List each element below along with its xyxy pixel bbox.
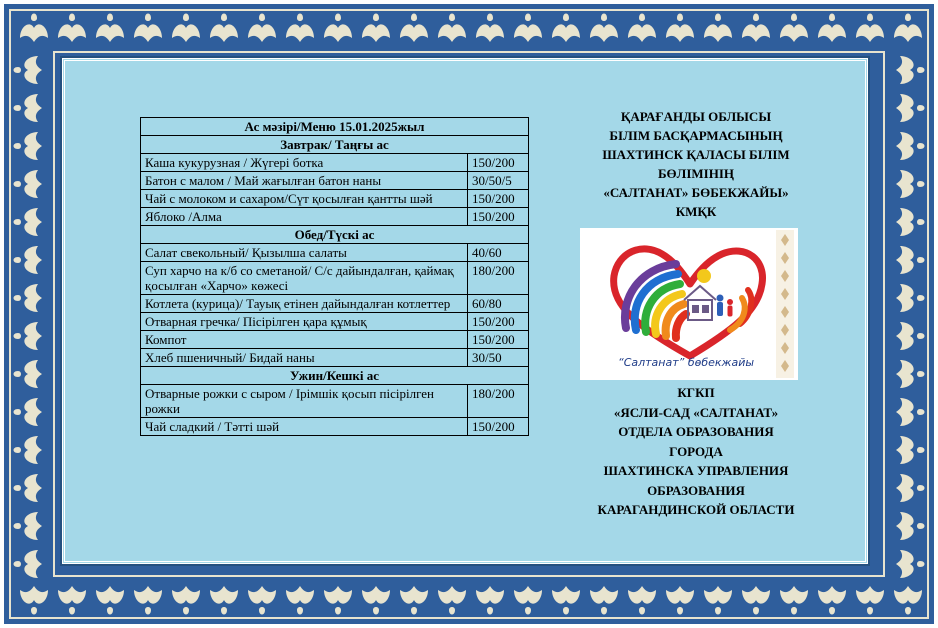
ornament-motif	[476, 586, 504, 615]
meal-section-heading-row	[141, 367, 529, 385]
logo-side-ornament	[776, 230, 794, 378]
kz-header-line: КМҚК	[675, 204, 717, 219]
kz-header-line: «САЛТАНАТ» БӨБЕКЖАЙЫ»	[603, 185, 789, 200]
ornament-motif	[324, 14, 352, 43]
ornament-motif	[896, 322, 925, 350]
ornament-motif	[14, 284, 43, 312]
ornament-motif	[286, 14, 314, 43]
portion-weight: 180/200	[468, 385, 529, 418]
ornament-motif	[134, 14, 162, 43]
ornament-motif	[818, 14, 846, 43]
table-row	[141, 295, 529, 313]
menu-title: Ас мәзірі/Меню 15.01.2025жыл	[141, 118, 529, 136]
ornament-motif	[896, 246, 925, 274]
ornament-motif	[400, 14, 428, 43]
ornament-motif	[896, 208, 925, 236]
portion-weight: 30/50	[468, 349, 529, 367]
ornament-motif	[896, 474, 925, 502]
dish-name: Салат свекольный/ Қызылша салаты	[141, 244, 468, 262]
portion-weight: 150/200	[468, 418, 529, 436]
dish-name: Хлеб пшеничный/ Бидай наны	[141, 349, 468, 367]
ornament-motif	[14, 132, 43, 160]
ornament-motif	[248, 14, 276, 43]
ornament-motif	[14, 170, 43, 198]
sun-icon	[697, 269, 711, 283]
table-row	[141, 208, 529, 226]
portion-weight: 40/60	[468, 244, 529, 262]
portion-weight: 180/200	[468, 262, 529, 295]
portion-weight: 150/200	[468, 208, 529, 226]
ornament-motif	[628, 14, 656, 43]
ornament-motif	[20, 14, 48, 43]
dish-name: Батон с малом / Май жағылған батон наны	[141, 172, 468, 190]
ornament-motif	[14, 512, 43, 540]
ornament-motif	[628, 586, 656, 615]
dish-name: Отварные рожки с сыром / Ірімшік қосып пісірілген рожки	[141, 385, 468, 418]
ornament-motif	[362, 14, 390, 43]
ornament-motif	[14, 208, 43, 236]
ornament-motif	[896, 550, 925, 578]
dish-name: Каша кукурузная / Жүгері ботка	[141, 154, 468, 172]
dish-name: Яблоко /Алма	[141, 208, 468, 226]
table-row	[141, 154, 529, 172]
ornament-motif	[324, 586, 352, 615]
table-row	[141, 313, 529, 331]
ornament-motif	[58, 586, 86, 615]
ornament-motif	[896, 436, 925, 464]
portion-weight: 150/200	[468, 190, 529, 208]
ornament-motif	[896, 512, 925, 540]
kindergarten-logo	[580, 228, 798, 380]
ornament-motif	[58, 14, 86, 43]
ru-header-line: «ЯСЛИ-САД «САЛТАНАТ»	[613, 404, 779, 420]
ornament-motif	[20, 586, 48, 615]
portion-weight: 150/200	[468, 154, 529, 172]
ornament-motif	[856, 586, 884, 615]
house-icon	[684, 286, 716, 320]
ornament-motif	[362, 586, 390, 615]
ornament-motif	[14, 322, 43, 350]
table-row	[141, 262, 529, 295]
ornament-motif	[896, 284, 925, 312]
kz-header-line: БІЛІМ БАСҚАРМАСЫНЫҢ	[609, 128, 783, 143]
ornament-motif	[590, 14, 618, 43]
ru-header-line: КГКП	[677, 385, 715, 400]
ornament-motif	[780, 586, 808, 615]
ornament-motif	[896, 94, 925, 122]
ornament-motif	[14, 550, 43, 578]
ru-header-line: КАРАГАНДИНСКОЙ ОБЛАСТИ	[597, 502, 795, 517]
ornament-motif	[896, 132, 925, 160]
ornament-motif	[780, 14, 808, 43]
ornament-motif	[590, 586, 618, 615]
dish-name: Компот	[141, 331, 468, 349]
meal-section-heading: Завтрак/ Таңғы ас	[141, 136, 529, 154]
ornament-motif	[14, 360, 43, 388]
ornament-motif	[552, 14, 580, 43]
rainbow-icon	[625, 264, 686, 338]
dish-name: Чай с молоком и сахаром/Сүт қосылған қантты шәй	[141, 190, 468, 208]
ornament-motif	[172, 586, 200, 615]
ru-header-line: ОТДЕЛА ОБРАЗОВАНИЯ	[618, 424, 774, 439]
ornament-motif	[248, 586, 276, 615]
ornament-motif	[894, 14, 922, 43]
table-row	[141, 385, 529, 418]
meal-section-heading: Ужин/Кешкі ас	[141, 367, 529, 385]
ornament-motif	[14, 94, 43, 122]
meal-section-heading: Обед/Түскі ас	[141, 226, 529, 244]
ornament-motif	[894, 586, 922, 615]
ornament-motif	[514, 586, 542, 615]
ornament-motif	[896, 360, 925, 388]
ornament-motif	[134, 586, 162, 615]
ornament-motif	[666, 586, 694, 615]
ornament-motif	[400, 586, 428, 615]
table-row	[141, 172, 529, 190]
menu-table	[140, 117, 529, 436]
ornament-motif	[14, 56, 43, 84]
ornament-motif	[514, 14, 542, 43]
ornament-motif	[818, 586, 846, 615]
logo-caption: “Салтанат” бөбекжайы	[618, 356, 755, 369]
menu-title-row	[141, 118, 529, 136]
table-row	[141, 244, 529, 262]
family-icon	[717, 295, 734, 317]
meal-section-heading-row	[141, 136, 529, 154]
kz-header-line: ҚАРАҒАНДЫ ОБЛЫСЫ	[620, 109, 772, 124]
ru-header-line: ШАХТИНСКА УПРАВЛЕНИЯ	[603, 463, 789, 478]
ornament-motif	[742, 586, 770, 615]
kz-header-line: БӨЛІМІНІҢ	[657, 166, 735, 181]
ornament-motif	[14, 246, 43, 274]
kz-header-line: ШАХТИНСК ҚАЛАСЫ БІЛІМ	[602, 147, 790, 162]
ornament-motif	[704, 14, 732, 43]
dish-name: Отварная гречка/ Пісірілген қара құмық	[141, 313, 468, 331]
ornament-motif	[856, 14, 884, 43]
ru-header-line: ГОРОДА	[669, 443, 723, 459]
ornament-motif	[14, 398, 43, 426]
ru-header-line: ОБРАЗОВАНИЯ	[647, 482, 745, 498]
ornament-motif	[438, 586, 466, 615]
ru-organization-header	[566, 383, 826, 520]
meal-section-heading-row	[141, 226, 529, 244]
ornament-motif	[172, 14, 200, 43]
table-row	[141, 331, 529, 349]
ornament-motif	[286, 586, 314, 615]
portion-weight: 30/50/5	[468, 172, 529, 190]
ornament-motif	[210, 14, 238, 43]
ornament-motif	[896, 56, 925, 84]
ornament-motif	[14, 474, 43, 502]
ornament-motif	[666, 14, 694, 43]
dish-name: Суп харчо на к/б со сметаной/ С/с дайындалған, қаймақ қосылған «Харчо» көжесі	[141, 262, 468, 295]
portion-weight: 150/200	[468, 331, 529, 349]
table-row	[141, 418, 529, 436]
ornament-motif	[96, 586, 124, 615]
dish-name: Чай сладкий / Тәтті шәй	[141, 418, 468, 436]
ornament-motif	[476, 14, 504, 43]
ornament-motif	[896, 398, 925, 426]
ornament-motif	[742, 14, 770, 43]
ornament-motif	[704, 586, 732, 615]
ornament-motif	[210, 586, 238, 615]
dish-name: Котлета (курица)/ Тауық етінен дайындалған котлеттер	[141, 295, 468, 313]
ornament-motif	[14, 436, 43, 464]
table-row	[141, 190, 529, 208]
ornament-motif	[96, 14, 124, 43]
ornament-motif	[552, 586, 580, 615]
portion-weight: 60/80	[468, 295, 529, 313]
kz-organization-header	[566, 107, 826, 221]
portion-weight: 150/200	[468, 313, 529, 331]
ornament-motif	[438, 14, 466, 43]
table-row	[141, 349, 529, 367]
ornament-motif	[896, 170, 925, 198]
